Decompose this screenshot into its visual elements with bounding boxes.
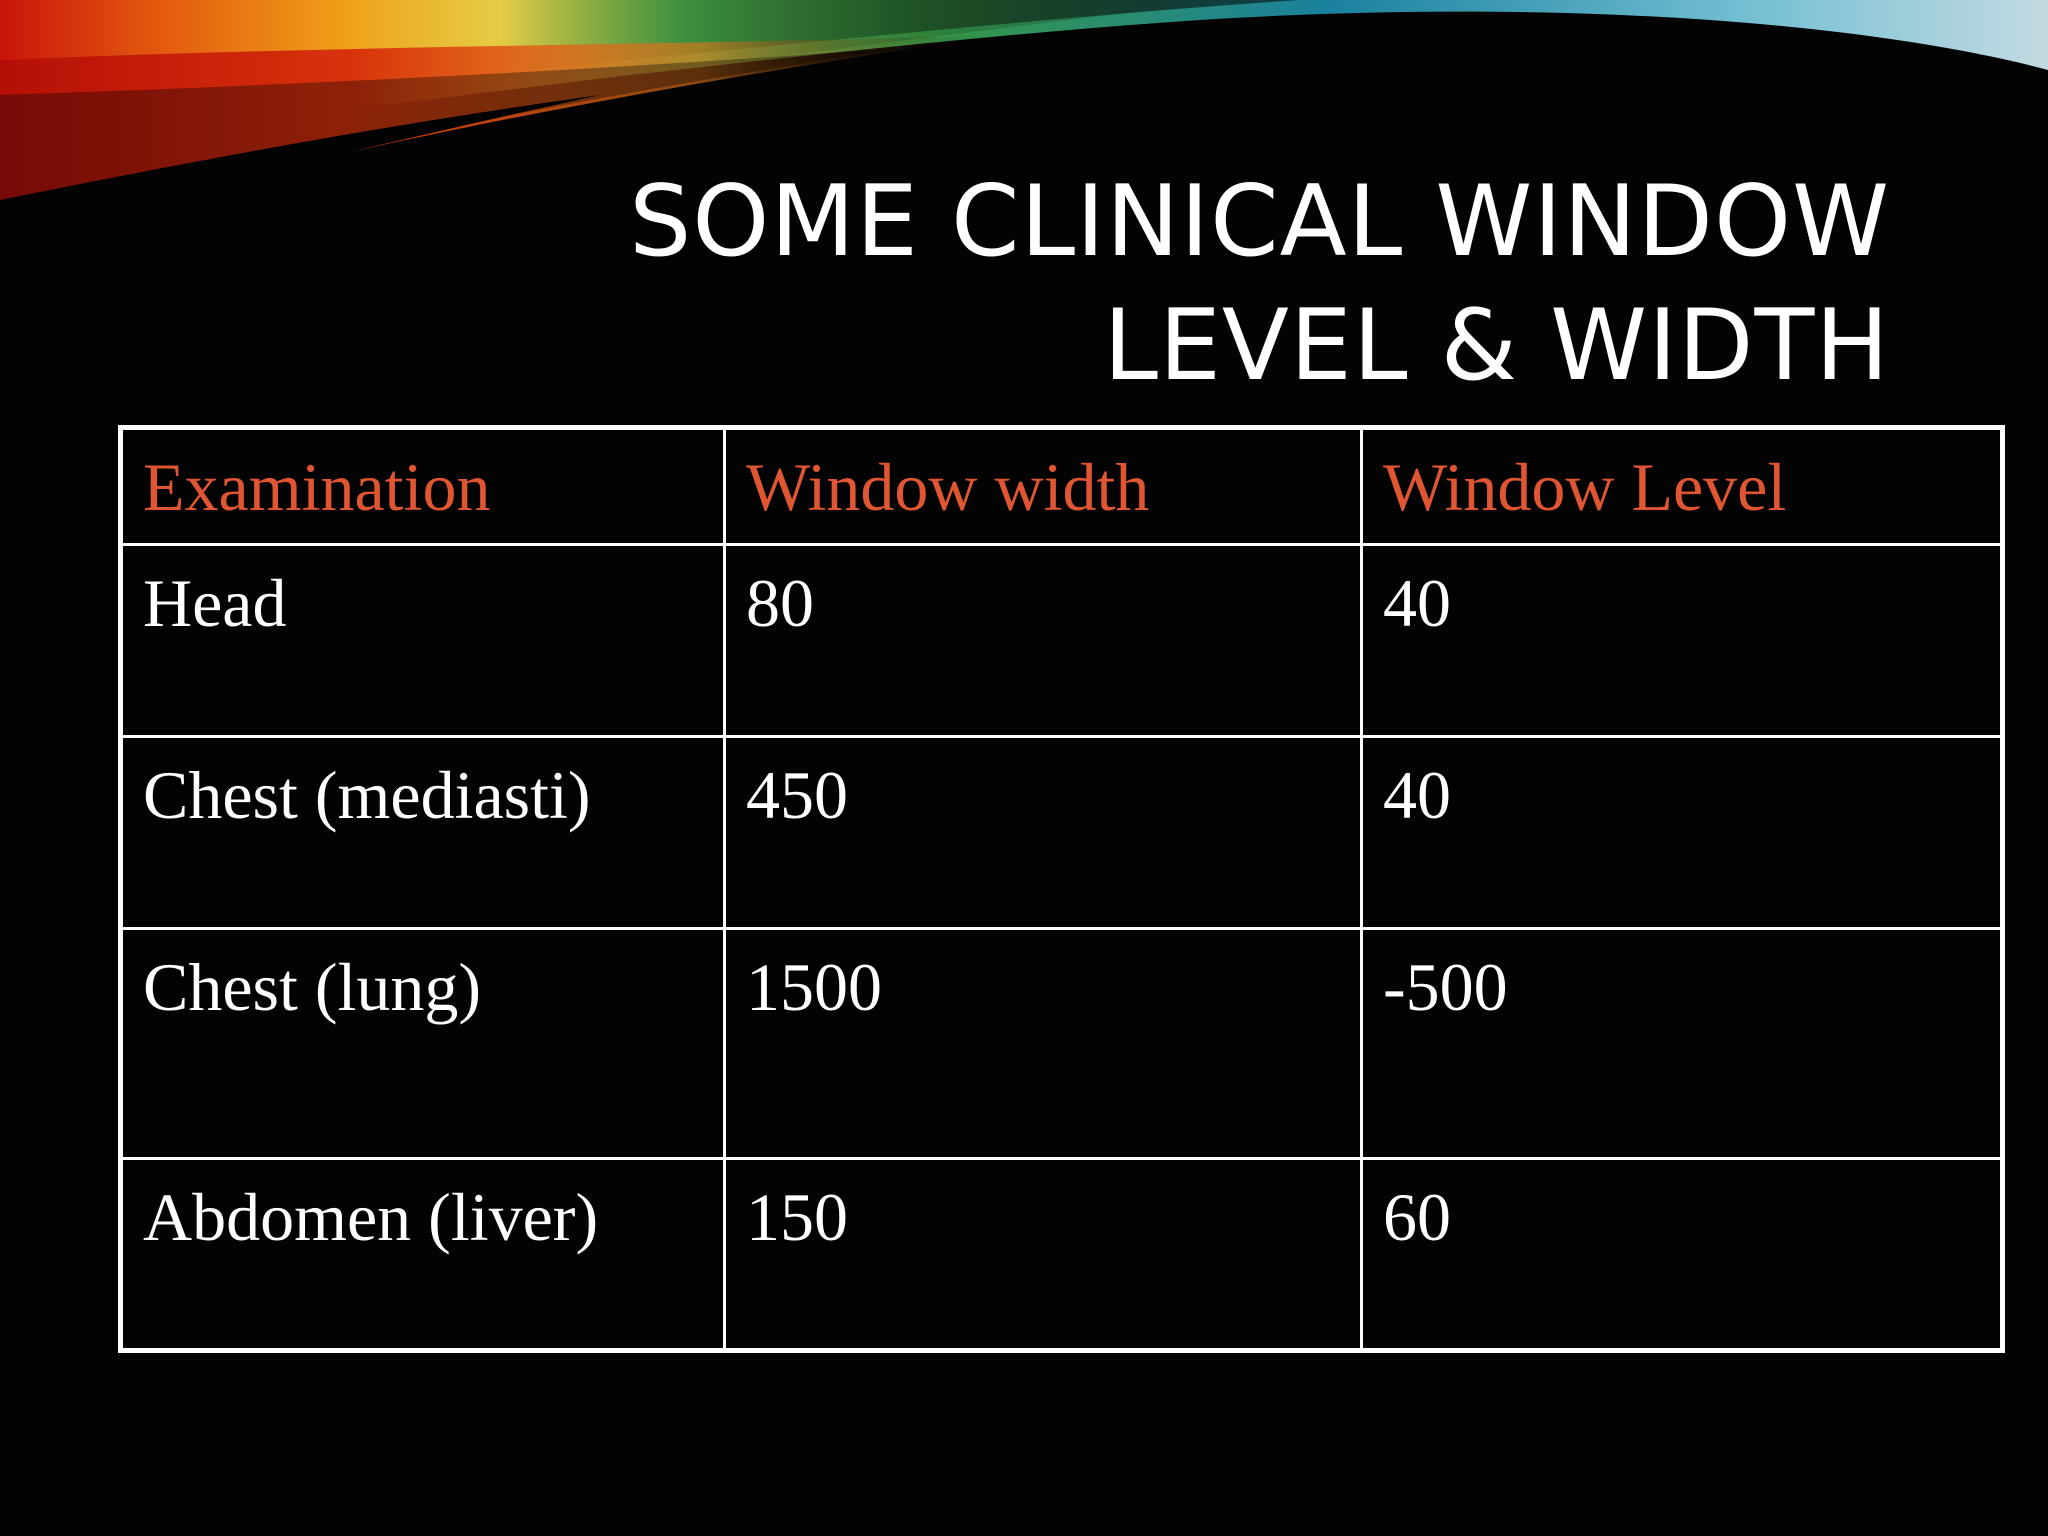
cell-window-width: 1500	[725, 929, 1362, 1159]
cell-examination: Abdomen (liver)	[121, 1159, 725, 1351]
cell-examination: Chest (lung)	[121, 929, 725, 1159]
window-settings-table	[118, 425, 2005, 1353]
title-line-1: SOME CLINICAL WINDOW	[629, 165, 1890, 279]
header-window-level: Window Level	[1362, 428, 2003, 545]
table-row	[121, 545, 2003, 737]
cell-window-level: -500	[1362, 929, 2003, 1159]
cell-window-level: 60	[1362, 1159, 2003, 1351]
header-window-width: Window width	[725, 428, 1362, 545]
cell-examination: Head	[121, 545, 725, 737]
cell-window-width: 450	[725, 737, 1362, 929]
cell-window-width: 80	[725, 545, 1362, 737]
slide-title	[629, 160, 1890, 408]
cell-window-width: 150	[725, 1159, 1362, 1351]
table-header-row	[121, 428, 2003, 545]
cell-window-level: 40	[1362, 545, 2003, 737]
header-examination: Examination	[121, 428, 725, 545]
table-row	[121, 929, 2003, 1159]
table-row	[121, 1159, 2003, 1351]
cell-window-level: 40	[1362, 737, 2003, 929]
title-line-2: LEVEL & WIDTH	[1103, 289, 1890, 403]
cell-examination: Chest (mediasti)	[121, 737, 725, 929]
table-row	[121, 737, 2003, 929]
